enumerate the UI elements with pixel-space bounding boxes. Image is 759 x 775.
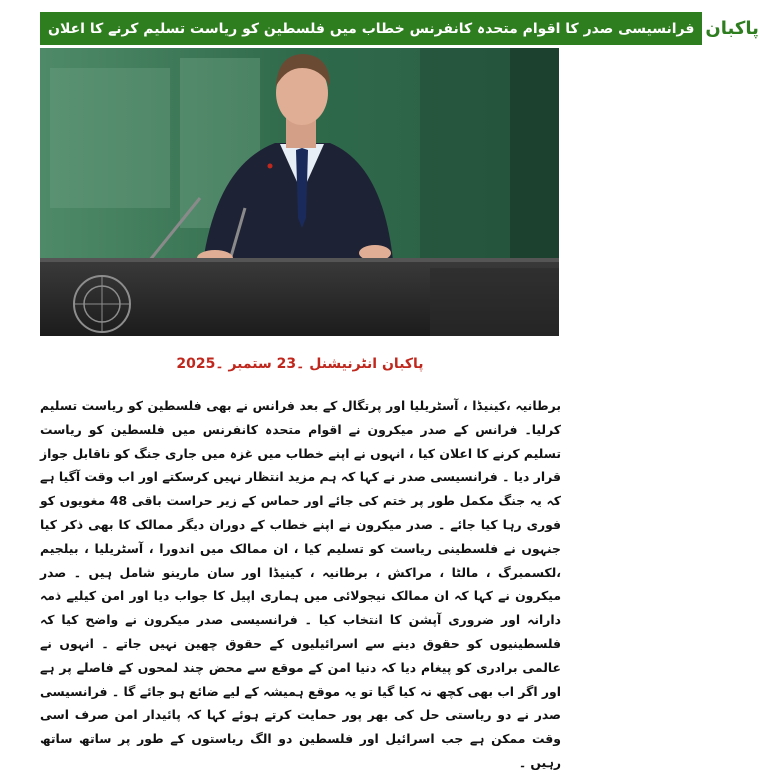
article-paragraph: برطانیہ ،کینیڈا ، آسٹریلیا اور پرتگال کے بعد فرانس نے بھی فلسطین کو ریاست تسلیم کرلیا۔ فرانس کے صدر میکرون نے اقوام متحدہ کانفرنس میں فلسطین کو ریاست تسلیم کرنے کا اعلان کیا ، انہوں نے اپنے خطاب میں غزہ میں جاری جنگ کو ناقابل جواز قرار دیا ۔ فرانسیسی صدر نے کہا کہ ہم مزید انتظار نہیں کرسکتے اور اب وقت آگیا ہے کہ یہ جنگ مکمل طور پر ختم کی جائے اور حماس کے زیر حراست باقی 48 مغویوں کو فوری رہا کیا جائے ۔ صدر میکرون نے اپنے خطاب کے دوران دیگر ممالک کا بھی ذکر کیا جنہوں نے فلسطینی ریاست کو تسلیم کیا ، ان ممالک میں اندورا ، آسٹریلیا ، بیلجیم ،لکسمبرگ ، مالٹا ، مراکش ، برطانیہ ، کینیڈا اور سان مارینو شامل ہیں ۔ صدر میکرون نے کہا کہ ان ممالک نیجولائی میں ہماری اپیل کا جواب دیا اور امن کیلیے ذمہ دارانہ اور ضروری آپشن کا انتخاب کیا ۔ فرانسیسی صدر میکرون نے واضح کیا کہ فلسطینیوں کو حقوق دینے سے اسرائیلیوں کے حقوق چھین نہیں جاتے ۔ انہوں نے عالمی برادری کو پیغام دیا کہ دنیا امن کے موقع سے محض چند لمحوں کے فاصلے پر ہے اور اگر اب بھی کچھ نہ کیا گیا تو یہ موقع ہمیشہ کے لیے ضائع ہو جائے گا ۔ فرانسیسی صدر نے دو ریاستی حل کی بھر پور حمایت کرتے ہوئے کہا کہ پائیدار امن صرف اسی وقت ممکن ہے جب اسرائیل اور فلسطین دو الگ ریاستوں کے طور پر ساتھ ساتھ رہیں ۔ [40,398,561,770]
dateline: پاکبان انٹرنیشنل ۔23 ستمبر ۔2025 [176,356,424,372]
speaker-photo [40,48,559,336]
brand-logo: پاکبان [702,12,758,45]
article-body [40,394,561,775]
headline: فرانسیسی صدر کا اقوام متحدہ کانفرنس خطاب میں فلسطین کو ریاست تسلیم کرنے کا اعلان [40,12,702,45]
article-header [40,12,759,45]
speaker-photo-illustration [40,48,559,336]
